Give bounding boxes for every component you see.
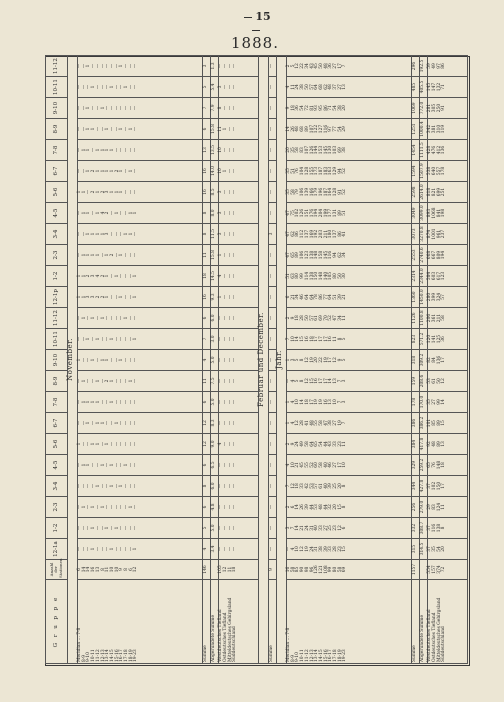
sum-cell: 4 [203, 539, 211, 560]
rounded-sum-cell: 14.5 [211, 266, 219, 287]
rounded-sum-cell: 15.8 [211, 245, 219, 266]
sum-cell: 2314 [412, 266, 420, 287]
sum-cell: — [268, 56, 276, 77]
hour-cell: — 1 — — 1 — 2 1 — — — 1 — [78, 371, 203, 392]
hour-cell: 35 51 76 104 128 155 173 187 183 163 129 94 52 [286, 161, 411, 182]
rounded-sum-cell: 11.5 [211, 224, 219, 245]
hour-cell: 1 4 12 28 41 48 55 58 47 38 27 19 7 [286, 413, 411, 434]
page-number: 15 [236, 10, 276, 36]
sum-cell: 1454 [412, 140, 420, 161]
hour-cell: — — — 1 — — 1 — 1 — — — — [78, 518, 203, 539]
sum-cell: 386 [412, 413, 420, 434]
sum-cell: 4 [203, 350, 211, 371]
region-cell: 59 49 97 86 [428, 56, 468, 77]
hour-cell: 47 65 89 106 123 138 148 158 145 116 94 62 34 [286, 245, 411, 266]
region-cell: 3 — — — [219, 203, 259, 224]
sum-cell: — [268, 203, 276, 224]
sum-cell: — [268, 518, 276, 539]
rounded-sum-cell: 6.0 [211, 476, 219, 497]
sum-cell: 2598 [412, 182, 420, 203]
hour-header: 10-11 [46, 77, 68, 98]
rounded-sum-cell: 259.2 [420, 455, 428, 476]
hour-cell: — 1 — 1 — 1 — — — — — 1 — [78, 497, 203, 518]
hour-header: 7-8 [46, 392, 68, 413]
hour-header: 1-2 [46, 266, 68, 287]
header-anzahl: Anzahl der Stationen [46, 560, 68, 580]
hour-cell: 1 1 3 3 2 2 1 — — 1 — — 1 [78, 287, 203, 308]
sum-cell: — [268, 476, 276, 497]
header-gruppe: G r u p p e [46, 580, 68, 664]
hour-header: 1-2 [46, 518, 68, 539]
region-cell: — — — — [219, 413, 259, 434]
sum-cell: — [268, 140, 276, 161]
hour-cell: 1 — — 1 1 — 1 — — — — — — [78, 434, 203, 455]
rounded-sum-cell: 192.5 [420, 56, 428, 77]
region-stations: 554 157 374 72 [428, 560, 468, 580]
hour-cell: 4 11 24 38 50 57 64 68 62 48 37 27 13 [286, 77, 411, 98]
region-cell: 53 61 50 12 [428, 371, 468, 392]
rounded-sum-cell: 14.0 [211, 161, 219, 182]
rotated-table [45, 56, 468, 664]
rounded-sum-cell: 3270.8 [420, 224, 428, 245]
rounded-sum-cell: 8.0 [211, 203, 219, 224]
rounded-sum-cell: 405.5 [420, 77, 428, 98]
rounded-sum-cell: 7.9 [211, 98, 219, 119]
region-cell: — — — — [219, 329, 259, 350]
hour-cell: 47 62 86 112 137 169 192 203 211 180 137 86 41 [286, 224, 411, 245]
sum-cell: 3073 [412, 224, 420, 245]
hour-cell: 2 6 14 26 39 44 53 48 44 32 20 15 8 [286, 497, 411, 518]
hour-cell: 1 — — 1 — 1 1 — — 1 — — — [78, 350, 203, 371]
hour-cell: — 1 1 — — 1 — 1 — — 1 — — [78, 455, 203, 476]
section-title: Jahr. [276, 56, 286, 664]
rounded-sum-cell: 6.5 [211, 455, 219, 476]
rounded-sum-cell: 15.8 [211, 119, 219, 140]
hour-header: 3-4 [46, 476, 68, 497]
rounded-sum-cell: 7.5 [211, 371, 219, 392]
hour-header: 8-9 [46, 371, 68, 392]
rounded-sum-cell: 2614.0 [420, 182, 428, 203]
rounded-sum-cell: 417.8 [420, 434, 428, 455]
region-cell: 82 84 136 17 [428, 350, 468, 371]
region-cell: 280 399 324 57 [428, 287, 468, 308]
sum-cell: — [268, 266, 276, 287]
hour-cell: 20 35 58 83 107 126 144 153 145 130 103 69 38 [286, 140, 411, 161]
region-cell: 4 — — — [219, 266, 259, 287]
hour-header: 2-3 [46, 497, 68, 518]
sum-cell: — [268, 182, 276, 203]
region-cell: — — — — [219, 371, 259, 392]
rounded-sum-cell: 9.0 [211, 434, 219, 455]
rounded-sum-label: Abgerundete Summe [211, 580, 219, 664]
sum-label: Summe [203, 580, 211, 664]
hour-cell: 1 4 10 14 18 17 19 19 16 13 10 7 3 [286, 392, 411, 413]
rounded-sum-cell: 8.5 [211, 182, 219, 203]
hour-header: 4-5 [46, 203, 68, 224]
hour-cell: — — 1 — 1 — — 1 — — — — 1 [78, 329, 203, 350]
sum-cell: 8 [203, 224, 211, 245]
sum-cell: 5 [203, 518, 211, 539]
hour-cell: — — 1 1 — — 1 — — 1 — 1 — [78, 119, 203, 140]
region-row [219, 56, 259, 664]
region-cell: 584 603 617 123 [428, 266, 468, 287]
sum-cell: — [268, 308, 276, 329]
station-counts: 16 58 85 90 98 96 126 121 108 99 80 58 69 [286, 560, 411, 580]
region-cell: 893 1068 841 198 [428, 203, 468, 224]
sum-cell: — [268, 413, 276, 434]
sum-cell: 6 [203, 308, 211, 329]
hour-cell: — 1 — 1 — 1 — — — — 1 — — [78, 308, 203, 329]
sum-cell: 8 [203, 203, 211, 224]
hour-cell: — 1 1 1 1 — 1 2 — 1 — — — [78, 245, 203, 266]
region-row [428, 56, 468, 664]
hour-cell: 47 75 102 126 151 176 194 204 199 177 131 89 51 [286, 203, 411, 224]
rounded-sum-cell: 314.5 [420, 539, 428, 560]
region-cell: 37 116 138 8 [428, 518, 468, 539]
sum-cell: 3049 [412, 203, 420, 224]
sum-cell: 16 [203, 287, 211, 308]
region-labels: Westdeutsches Tiefland Ostdeutsches Tiefland Mitteldeutsches Gebirgsland Süddeutschland [428, 580, 468, 664]
sum-cell: 6 [203, 497, 211, 518]
rounded-sum-cell: 1450.0 [420, 287, 428, 308]
sum-cell: 11 [203, 371, 211, 392]
rounded-sum-cell: 1100.8 [420, 308, 428, 329]
sum-cell: 3 [203, 56, 211, 77]
hour-cell: — — — 1 — — — 1 — — — — 1 [78, 539, 203, 560]
sum-cell: — [268, 350, 276, 371]
hour-header: 9-10 [46, 98, 68, 119]
sum-row [412, 56, 420, 664]
sum-cell: 12 [203, 413, 211, 434]
hour-cell: 35 58 79 106 139 166 179 196 187 164 128 91 52 [286, 182, 411, 203]
hour-cell: — 1 1 — 1 1 1 1 — — — — — [78, 140, 203, 161]
region-cell: 10 1 — — [219, 161, 259, 182]
sum-cell: 1360 [412, 287, 420, 308]
hour-header: 6-7 [46, 413, 68, 434]
region-cell: 29 83 124 11 [428, 497, 468, 518]
hour-header: 8-9 [46, 119, 68, 140]
sum-cell: — [268, 287, 276, 308]
region-labels: Westdeutsches Tiefland Ostdeutsches Tiefland Mitteldeutsches Gebirgsland Süddeutschland [219, 580, 259, 664]
region-cell: 92 48 89 13 [428, 434, 468, 455]
sum-cell: 18 [203, 266, 211, 287]
region-cell: 101 85 89 15 [428, 413, 468, 434]
rounded-sum-cell: 9.3 [211, 287, 219, 308]
region-cell: 8 — — — [219, 98, 259, 119]
rounded-sum-cell: 309.2 [420, 350, 428, 371]
region-cell: 4 — — — [219, 434, 259, 455]
sum-cell: 8 [203, 476, 211, 497]
sum-cell: 332 [412, 518, 420, 539]
sum-cell: 256 [412, 497, 420, 518]
table-row [78, 56, 203, 664]
hour-cell: — — — — 1 — — 1 — 1 — — — [78, 476, 203, 497]
sum-cell: 1594 [412, 161, 420, 182]
hour-cell: — — — 1 — — — 1 — — 1 — — [78, 77, 203, 98]
section-title: Februar und December. [258, 56, 268, 664]
sum-cell: — [268, 371, 276, 392]
sum-row [203, 56, 211, 664]
region-cell: 10 — — — [219, 140, 259, 161]
sum-cell: 315 [412, 539, 420, 560]
sum-cell: — [268, 161, 276, 182]
sum-stations: 1157 [412, 560, 420, 580]
sum-cell: 6 [203, 119, 211, 140]
hour-cell: 6 21 34 46 64 64 78 86 77 64 51 39 21 [286, 287, 411, 308]
rounded-sum-cell: 208.6 [420, 371, 428, 392]
thunderstorm-hour-table [45, 55, 468, 664]
hour-header: 6-7 [46, 161, 68, 182]
rounded-sum-cell: 1507.9 [420, 161, 428, 182]
sum-cell: — [268, 77, 276, 98]
sum-cell: 2553 [412, 245, 420, 266]
hour-header: 10-11 [46, 329, 68, 350]
region-cell: 668 667 809 194 [428, 245, 468, 266]
sum-cell: 6 [203, 392, 211, 413]
region-cell: — — — — [219, 350, 259, 371]
region-cell: 120 141 125 36 [428, 329, 468, 350]
rounded-sum-cell: 308.7 [420, 518, 428, 539]
hour-cell: 9 18 36 54 72 81 93 95 86 71 54 38 20 [286, 98, 411, 119]
sum-cell: 13 [203, 140, 211, 161]
region-cell: — — — — [219, 56, 259, 77]
region-cell: 538 640 557 178 [428, 161, 468, 182]
section-title: November. [68, 56, 78, 664]
region-cell: — — — — [219, 392, 259, 413]
sum-cell: 823 [412, 329, 420, 350]
hour-cell: — — 1 — — — — — — 1 — — — [78, 56, 203, 77]
hour-cell: 7 10 14 15 16 18 17 17 17 16 11 8 5 [286, 329, 411, 350]
sum-cell: 178 [412, 392, 420, 413]
rounded-sum-cell: 571.2 [420, 329, 428, 350]
region-cell: — — — — [219, 518, 259, 539]
region-cell: 1 — — — [219, 245, 259, 266]
hour-header: 11-12 [46, 308, 68, 329]
rounded-sum-cell: 5.0 [211, 392, 219, 413]
hour-header: 4-5 [46, 455, 68, 476]
region-cell: 145 147 132 71 [428, 77, 468, 98]
region-cell: 3 — — — [219, 182, 259, 203]
sum-cell: — [268, 245, 276, 266]
rounded-sum-cell: 2344.0 [420, 266, 428, 287]
rounded-sum-cell: 6.0 [211, 308, 219, 329]
sum-cell: 7 [203, 329, 211, 350]
hour-header: 2-3 [46, 245, 68, 266]
hour-cell: 4 10 21 45 55 52 60 58 40 46 27 17 10 [286, 455, 411, 476]
hour-cell: — 1 1 — 1 4 2 — 1 — — 1 1 [78, 203, 203, 224]
region-cell: 206 361 211 58 [428, 308, 468, 329]
region-cell: — — — — [219, 539, 259, 560]
hour-cell: 1 1 2 3 4 2 1 — 1 — — — 1 [78, 266, 203, 287]
rounded-sum-cell: 2740.6 [420, 245, 428, 266]
rounded-sum-cell: 386.2 [420, 413, 428, 434]
sum-cell: 384 [412, 434, 420, 455]
sum-cell: — [268, 539, 276, 560]
sum-cell: 296 [412, 56, 420, 77]
group-labels: Meridian ... 7-8 8-9 9-10 10-11 11-12 12-13 13-14 14-15 15-16 16-17 17-18 18-19 19-23 [78, 580, 203, 664]
hour-header: 12-1a [46, 539, 68, 560]
hour-cell: 1 1 — 2 1 2 3 1 1 1 — — — [78, 182, 203, 203]
sum-cell: 159 [412, 371, 420, 392]
sum-cell: 1069 [412, 98, 420, 119]
region-cell: 874 1001 961 237 [428, 224, 468, 245]
sum-cell: 11 [203, 245, 211, 266]
region-cell: 11 1 — — [219, 119, 259, 140]
group-labels: Meridian ... 7-8 8-9 9-10 10-11 11-12 12-13 13-14 14-15 15-16 16-17 17-18 18-19 19-23 [286, 580, 411, 664]
sum-cell: — [268, 329, 276, 350]
rounded-sum-cell: 5.0 [211, 350, 219, 371]
hour-header: 11-12 [46, 56, 68, 77]
rounded-sum-cell: 279.0 [420, 497, 428, 518]
sum-cell: 7 [203, 98, 211, 119]
hour-cell: — 4 5 8 12 15 16 17 17 14 13 7 3 [286, 371, 411, 392]
region-cell: 281 305 250 91 [428, 98, 468, 119]
sum-cell: 12 [203, 434, 211, 455]
sum-label: Summe [412, 580, 420, 664]
rounded-sum-cell: 772.0 [420, 98, 428, 119]
sum-cell: 485 [412, 77, 420, 98]
hour-cell: — — 1 — — 1 — — — — — — — [78, 98, 203, 119]
sum-label: Summe [268, 580, 276, 664]
sum-cell: 3 [268, 224, 276, 245]
region-cell: — — — — [219, 455, 259, 476]
hour-header: 5-6 [46, 182, 68, 203]
region-cell: 342 381 310 119 [428, 119, 468, 140]
sum-cell: 16 [203, 161, 211, 182]
sum-cell: — [268, 497, 276, 518]
region-cell: 37 35 54 20 [428, 539, 468, 560]
page-year: 1888. [231, 34, 279, 52]
rounded-sum-cell: 3099.0 [420, 203, 428, 224]
region-cell: 818 821 699 251 [428, 182, 468, 203]
hour-cell: — — 1 1 1 1 3 — — — 1 1 — [78, 224, 203, 245]
hour-cell: 7 12 18 33 42 53 57 61 40 39 25 20 8 [286, 476, 411, 497]
sum-cell: — [268, 98, 276, 119]
hour-header: 9-10 [46, 350, 68, 371]
sum-cell: 6 [203, 455, 211, 476]
hour-cell: 14 26 48 68 89 107 122 127 116 97 77 54 29 [286, 119, 411, 140]
sum-cell: 16 [203, 182, 211, 203]
region-cell: 3 — — — [219, 77, 259, 98]
hour-cell: 2 9 24 49 58 64 65 54 44 43 33 23 11 [286, 434, 411, 455]
hour-header: 5-6 [46, 434, 68, 455]
hour-cell: 2 9 18 28 50 57 61 69 70 52 47 34 11 [286, 308, 411, 329]
region-cell: 428 476 412 136 [428, 140, 468, 161]
rounded-sum-label: Abgerundete Summe [420, 580, 428, 664]
sum-cell: 329 [412, 455, 420, 476]
hour-cell: — — 1 2 1 1 1 1 2 1 — 1 — [78, 161, 203, 182]
region-cell: — — — — [219, 497, 259, 518]
rounded-sum-cell: 8.3 [211, 413, 219, 434]
region-stations: 105 12 11 18 [219, 560, 259, 580]
hour-cell: 2 5 12 22 34 43 45 50 48 36 27 17 7 [286, 56, 411, 77]
hour-header: 3-4 [46, 224, 68, 245]
rounded-sum-cell: 170.0 [420, 392, 428, 413]
hour-cell: 3 7 14 21 24 31 40 33 27 25 23 12 6 [286, 518, 411, 539]
sum-cell: 344 [412, 476, 420, 497]
rounded-sum-cell: 1111.5 [420, 140, 428, 161]
hour-cell: — 1 1 1 1 — — 1 — — — — — [78, 392, 203, 413]
table-row [286, 56, 411, 664]
rounded-sum-cell: 5.4 [211, 77, 219, 98]
rounded-sum-cell: 1000.4 [420, 119, 428, 140]
sum-cell: 1251 [412, 119, 420, 140]
region-cell: 37 102 150 17 [428, 476, 468, 497]
region-cell: 65 76 148 18 [428, 455, 468, 476]
hour-cell: 1 3 5 8 12 19 20 22 19 17 12 9 5 [286, 350, 411, 371]
sum-cell: — [268, 119, 276, 140]
sum-cell: — [268, 392, 276, 413]
rounded-sum-cell: 5.0 [211, 518, 219, 539]
region-cell: 3 — — — [219, 224, 259, 245]
sum-cell: — [268, 455, 276, 476]
rounded-sum-cell: 13.5 [211, 140, 219, 161]
sum-cell: 1126 [412, 308, 420, 329]
hour-cell: — 4 10 12 19 24 31 38 39 33 28 23 15 [286, 539, 411, 560]
rounded-sum-cell: 1.3 [211, 56, 219, 77]
hour-cell: — — 1 — 1 1 — — 1 — — — — [78, 413, 203, 434]
sum-cell: 5 [203, 77, 211, 98]
rounded-sum-cell: 3.4 [211, 539, 219, 560]
sum-stations: 146 [203, 560, 211, 580]
hour-header: 7-8 [46, 140, 68, 161]
rounded-sum-cell: 427.8 [420, 476, 428, 497]
region-cell: 1 — — — [219, 287, 259, 308]
rounded-sum-cell: 4.8 [211, 497, 219, 518]
hour-cell: 51 63 80 99 114 138 150 148 140 105 80 50 30 [286, 266, 411, 287]
hour-header: 12-1p [46, 287, 68, 308]
sum-stations: 9 [268, 560, 276, 580]
sum-cell: 318 [412, 350, 420, 371]
region-cell: — — — — [219, 476, 259, 497]
station-counts: 6 14 14 16 13 8 11 10 10 9 8 6 12 [78, 560, 203, 580]
region-cell: 35 27 99 14 [428, 392, 468, 413]
region-cell: — — — — [219, 308, 259, 329]
sum-cell: — [268, 434, 276, 455]
rounded-sum-cell: 3.0 [211, 329, 219, 350]
